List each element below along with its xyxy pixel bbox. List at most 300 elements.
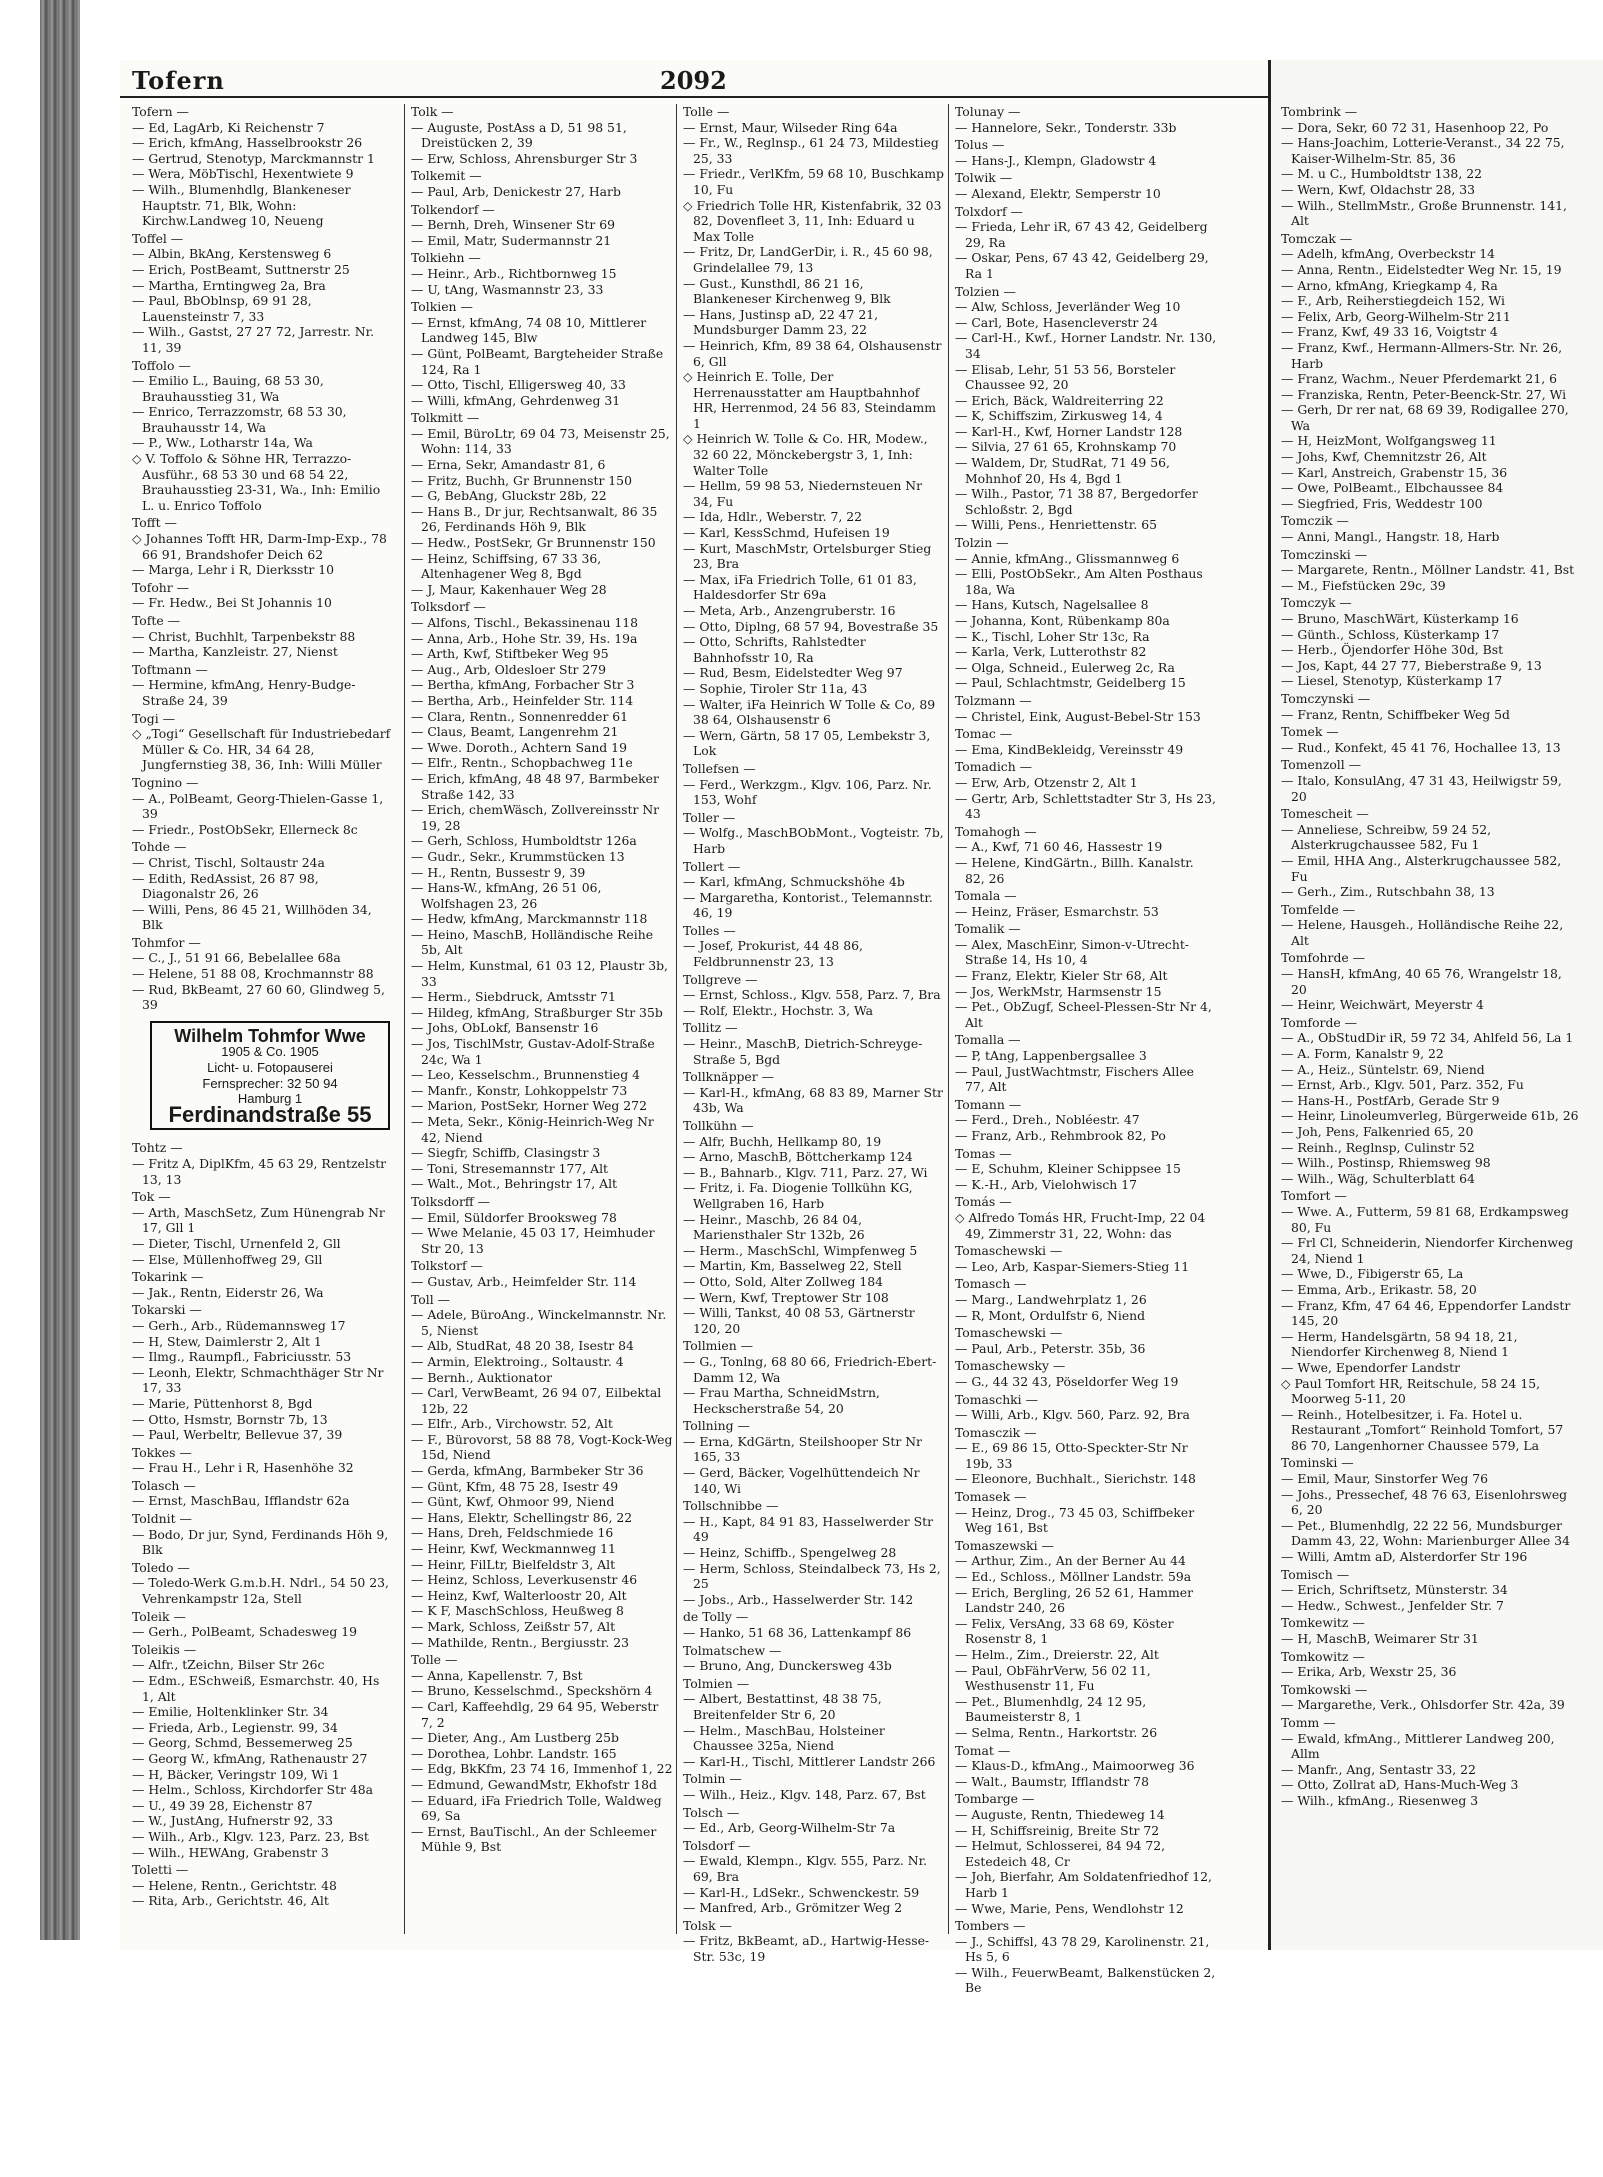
entry-person-line: — Ewald, kfmAng., Mittlerer Landweg 200, Allm bbox=[1281, 1730, 1555, 1762]
entry-person-line: — Ernst, Arb., Klgv. 501, Parz. 352, Fu bbox=[1281, 1077, 1524, 1093]
entry-person-line: — Toni, Stresemannstr 177, Alt bbox=[411, 1160, 609, 1176]
entry-person-line: — Josef, Prokurist, 44 48 86, Feldbrunnenstr 23, 13 bbox=[683, 938, 863, 970]
directory-entry bbox=[683, 923, 945, 970]
entry-person-line: — Auguste, PostAss a D, 51 98 51, Dreistücken 2, 39 bbox=[411, 119, 627, 151]
entry-surname: Tomasczik — bbox=[955, 1424, 1037, 1440]
entry-person-line: — Gerh., Zim., Rutschbahn 38, 13 bbox=[1281, 884, 1495, 900]
entry-person-line: — Georg W., kfmAng, Rathenaustr 27 bbox=[132, 1750, 368, 1766]
entry-person-line: — Hans B., Dr jur, Rechtsanwalt, 86 35 26, Ferdinands Höh 9, Blk bbox=[411, 503, 658, 535]
entry-person-line: — Edg, BkKfm, 23 74 16, Immenhof 1, 22 bbox=[411, 1761, 673, 1777]
entry-person-line: — Auguste, Rentn, Thiedeweg 14 bbox=[955, 1806, 1165, 1822]
entry-person-line: — Hildeg, kfmAng, Straßburger Str 35b bbox=[411, 1004, 663, 1020]
entry-person-line: — Hans, Kutsch, Nagelsallee 8 bbox=[955, 597, 1149, 613]
entry-person-line: — Gerh., PolBeamt, Schadesweg 19 bbox=[132, 1624, 357, 1640]
entry-surname: Tomalik — bbox=[955, 921, 1021, 937]
entry-person-line: — Ema, KindBekleidg, Vereinsstr 49 bbox=[955, 741, 1184, 757]
entry-surname: Tomaschewski — bbox=[955, 1325, 1063, 1341]
directory-entry bbox=[955, 1743, 1217, 1790]
directory-entry bbox=[955, 1538, 1217, 1741]
entry-person-line: — Christ, Buchhlt, Tarpenbekstr 88 bbox=[132, 628, 356, 644]
directory-entry bbox=[1281, 1567, 1581, 1614]
entry-person-line: — Franz, Arb., Rehmbrook 82, Po bbox=[955, 1128, 1166, 1143]
entry-person-line: — U., 49 39 28, Eichenstr 87 bbox=[132, 1797, 313, 1813]
directory-page bbox=[120, 60, 1270, 1996]
entry-person-line: — Adele, BüroAng., Winckelmannstr. Nr. 5, Nienst bbox=[411, 1307, 667, 1338]
entry-person-line: — Else, Müllenhoffweg 29, Gll bbox=[132, 1251, 323, 1267]
entry-person-line: — Günth., Schloss, Küsterkamp 17 bbox=[1281, 626, 1500, 642]
entry-person-line: — Carl-H., Kwf., Horner Landstr. Nr. 130, 34 bbox=[955, 330, 1217, 361]
entry-person-line: — Fr., W., Reglnsp., 61 24 73, Mildestieg 25, 33 bbox=[683, 135, 939, 166]
entry-person-line: — Dieter, Tischl, Urnenfeld 2, Gll bbox=[132, 1235, 341, 1251]
entry-person-line: — Franz, Kwf., Hermann-Allmers-Str. Nr. 26, Harb bbox=[1281, 339, 1563, 371]
entry-surname: Tolkien — bbox=[411, 299, 473, 315]
entry-person-line: — Dora, Sekr, 60 72 31, Hasenhoop 22, Po bbox=[1281, 119, 1549, 135]
entry-person-line: — Mathilde, Rentn., Bergiusstr. 23 bbox=[411, 1634, 629, 1650]
entry-surname: Tofern — bbox=[132, 104, 189, 119]
entry-surname: Tomek — bbox=[1281, 724, 1339, 740]
entry-person-line: — Alex, MaschEinr, Simon-v-Utrecht-Straße 14, Hs 10, 4 bbox=[955, 936, 1189, 968]
entry-person-line: — Erich, chemWäsch, Zollvereinsstr Nr 19, 28 bbox=[411, 802, 660, 833]
entry-person-line: — Heinz, Drog., 73 45 03, Schiffbeker Weg 161, Bst bbox=[955, 1504, 1195, 1536]
entry-person-line: — Ferd., Werkzgm., Klgv. 106, Parz. Nr. 153, Wohf bbox=[683, 776, 932, 808]
entry-surname: Toffolo — bbox=[132, 357, 191, 373]
entry-person-line: — Bernh., Auktionator bbox=[411, 1369, 553, 1385]
entry-person-line: — Owe, PolBeamt., Elbchaussee 84 bbox=[1281, 480, 1504, 496]
entry-person-line: — Marg., Landwehrplatz 1, 26 bbox=[955, 1291, 1147, 1307]
entry-person-line: — Johanna, Kont, Rübenkamp 80a bbox=[955, 613, 1170, 628]
adjacent-page-column bbox=[1281, 104, 1581, 1811]
entry-person-line: — Gust., Kunsthdl, 86 21 16, Blankeneser Kirchenweg 9, Blk bbox=[683, 275, 891, 307]
entry-surname: Tokarink — bbox=[132, 1269, 204, 1285]
entry-person-line: — Günt, PolBeamt, Bargteheider Straße 124, Ra 1 bbox=[411, 345, 664, 377]
entry-person-line: — Helene, Hausgeh., Holländische Reihe 22, Alt bbox=[1281, 917, 1564, 948]
entry-person-line: — Edm., ESchweiß, Esmarchstr. 40, Hs 1, Alt bbox=[132, 1673, 380, 1704]
entry-person-line: — Bruno, Ang, Dunckersweg 43b bbox=[683, 1658, 892, 1674]
directory-entry bbox=[1281, 1682, 1581, 1713]
entry-surname: Tollschnibbe — bbox=[683, 1498, 779, 1514]
entry-person-line: — Frl Cl, Schneiderin, Niendorfer Kirchenweg 24, Niend 1 bbox=[1281, 1235, 1574, 1266]
entry-person-line: — Paul, Arb., Peterstr. 35b, 36 bbox=[955, 1340, 1146, 1356]
entry-person-line: — Joh, Pens, Falkenried 65, 20 bbox=[1281, 1124, 1474, 1139]
entry-person-line: — Elli, PostObSekr., Am Alten Posthaus 18a, Wa bbox=[955, 566, 1203, 597]
entry-person-line: — Hedw., PostSekr, Gr Brunnenstr 150 bbox=[411, 535, 656, 551]
entry-surname: Tolsk — bbox=[683, 1917, 732, 1933]
entry-person-line: — Wern, Gärtn, 58 17 05, Lembekstr 3, Lok bbox=[683, 727, 931, 759]
entry-person-line: — Hans-H., PostfArb, Gerade Str 9 bbox=[1281, 1092, 1500, 1108]
entry-person-line: — Hannelore, Sekr., Tonderstr. 33b bbox=[955, 119, 1177, 135]
entry-surname: Tomkowski — bbox=[1281, 1681, 1368, 1697]
entry-person-line: — Paul, ObFährVerw, 56 02 11, Westhusenstr 11, Fu bbox=[955, 1662, 1151, 1694]
entry-person-line: — Carl, Bote, Hasencleverstr 24 bbox=[955, 314, 1159, 330]
directory-entry bbox=[411, 1652, 673, 1855]
directory-entry bbox=[411, 410, 673, 597]
entry-person-line: — Gerda, kfmAng, Barmbeker Str 36 bbox=[411, 1463, 644, 1479]
entry-person-line: — K.-H., Arb, Vielohwisch 17 bbox=[955, 1176, 1137, 1192]
entry-surname: Tolkmitt — bbox=[411, 410, 480, 426]
directory-entry bbox=[955, 1032, 1217, 1094]
directory-entry bbox=[1281, 547, 1581, 594]
entry-person-line: — Carl, VerwBeamt, 26 94 07, Eilbektal 12b, 22 bbox=[411, 1385, 662, 1416]
entry-person-line: — Arno, kfmAng, Kriegkamp 4, Ra bbox=[1281, 277, 1498, 293]
entry-surname: Tolksdorf — bbox=[411, 599, 486, 615]
entry-surname: Tomann — bbox=[955, 1096, 1022, 1112]
entry-surname: Tomaszewski — bbox=[955, 1537, 1054, 1553]
directory-entry bbox=[683, 1020, 945, 1067]
entry-person-line: — Heinr., Maschb, 26 84 04, Mariensthaler Str 132b, 26 bbox=[683, 1211, 865, 1243]
entry-person-line: — Erika, Arb, Wexstr 25, 36 bbox=[1281, 1664, 1457, 1680]
directory-entry bbox=[683, 1643, 945, 1674]
entry-person-line: — Hedw, kfmAng, Marckmannstr 118 bbox=[411, 911, 648, 927]
entry-person-line: — Hermine, kfmAng, Henry-Budge-Straße 24, 39 bbox=[132, 677, 356, 708]
entry-person-line: — Karl, Anstreich, Grabenstr 15, 36 bbox=[1281, 464, 1508, 480]
directory-entry bbox=[955, 284, 1217, 534]
directory-entry bbox=[1281, 1188, 1581, 1453]
entry-person-line: — Arth, MaschSetz, Zum Hünengrab Nr 17, Gll 1 bbox=[132, 1204, 385, 1236]
entry-surname: Toll — bbox=[411, 1291, 451, 1307]
directory-entry bbox=[955, 726, 1217, 757]
directory-entry bbox=[683, 104, 945, 759]
entry-surname: Toledo — bbox=[132, 1559, 190, 1575]
entry-person-line: — Karl, KessSchmd, Hufeisen 19 bbox=[683, 525, 890, 541]
entry-surname: Toletti — bbox=[132, 1862, 189, 1878]
entry-person-line: — Emil, Maur, Sinstorfer Weg 76 bbox=[1281, 1471, 1489, 1487]
entry-person-line: — Willi, Arb., Klgv. 560, Parz. 92, Bra bbox=[955, 1407, 1190, 1423]
directory-entry bbox=[955, 759, 1217, 821]
entry-person-line: — Heinr, FilLtr, Bielfeldstr 3, Alt bbox=[411, 1556, 616, 1572]
entry-person-line: — Dorothea, Lohbr. Landstr. 165 bbox=[411, 1745, 617, 1761]
directory-entry bbox=[683, 1118, 945, 1336]
entry-person-line: — Erich, Bäck, Waldreiterring 22 bbox=[955, 392, 1164, 408]
directory-entry bbox=[132, 1445, 394, 1476]
entry-surname: Tolwik — bbox=[955, 170, 1013, 186]
entry-person-line: — Fritz, i. Fa. Diogenie Tollkühn KG, Wellgraben 16, Harb bbox=[683, 1180, 913, 1211]
entry-person-line: — Wilh., Heiz., Klgv. 148, Parz. 67, Bst bbox=[683, 1786, 926, 1802]
entry-person-line: — Walter, iFa Heinrich W Tolle & Co, 89 38 64, Olshausenstr 6 bbox=[683, 696, 936, 728]
column-entries bbox=[411, 104, 673, 1855]
entry-person-line: ◇ Johannes Tofft HR, Darm-Imp-Exp., 78 66 91, Brandshofer Deich 62 bbox=[132, 531, 387, 562]
column-entries bbox=[955, 104, 1217, 1996]
entry-person-line: — A., Kwf, 71 60 46, Hassestr 19 bbox=[955, 839, 1163, 855]
directory-entry bbox=[955, 1489, 1217, 1536]
entry-person-line: — Johs., Pressechef, 48 76 63, Eisenlohrsweg 6, 20 bbox=[1281, 1486, 1568, 1518]
entry-surname: de Tolly — bbox=[683, 1609, 749, 1625]
entry-surname: Tolzin — bbox=[955, 535, 1009, 551]
entry-surname: Tomforde — bbox=[1281, 1014, 1358, 1030]
entry-person-line: ◇ V. Toffolo & Söhne HR, Terrazzo-Ausführ., 68 53 30 und 68 54 22, Brauhausstieg 23-31, Wa., Inh: Emilio L. u. Enrico Toffolo bbox=[132, 451, 381, 513]
entry-person-line: — Pet., Blumenhdlg, 22 22 56, Mundsburger Damm 43, 22, Wohn: Marienburger Allee 34 bbox=[1281, 1517, 1570, 1549]
entry-person-line: — Heinrich, Kfm, 89 38 64, Olshausenstr 6, Gll bbox=[683, 337, 942, 369]
directory-entry bbox=[1281, 104, 1581, 229]
entry-person-line: — Leonh, Elektr, Schmachthäger Str Nr 17, 33 bbox=[132, 1364, 384, 1396]
entry-surname: Tollkühn — bbox=[683, 1118, 754, 1133]
entry-surname: Tolmatschew — bbox=[683, 1642, 782, 1658]
entry-person-line: — Reinh., Hotelbesitzer, i. Fa. Hotel u. Restaurant „Tomfort“ Reinhold Tomfort, 57 86 70, Langenhorner Chaussee 579, La bbox=[1281, 1406, 1564, 1453]
directory-entry bbox=[955, 888, 1217, 919]
entry-person-line: — Johs, ObLokf, Bansenstr 16 bbox=[411, 1020, 599, 1036]
entry-person-line: — Carl, Kaffeehdlg, 29 64 95, Weberstr 7, 2 bbox=[411, 1698, 659, 1730]
directory-entry bbox=[955, 1243, 1217, 1274]
entry-person-line: — Sophie, Tiroler Str 11a, 43 bbox=[683, 680, 868, 696]
directory-entry bbox=[1281, 1455, 1581, 1564]
entry-surname: Tomczik — bbox=[1281, 513, 1349, 529]
entry-person-line: — Erich, Bergling, 26 52 61, Hammer Landstr 240, 26 bbox=[955, 1584, 1194, 1616]
entry-person-line: — Albert, Bestattinst, 48 38 75, Breitenfelder Str 6, 20 bbox=[683, 1691, 882, 1722]
entry-surname: Tomaschewski — bbox=[955, 1243, 1063, 1259]
entry-person-line: — Willi, Pens., Henriettenstr. 65 bbox=[955, 517, 1157, 533]
entry-person-line: — Herm, Handelsgärtn, 58 94 18, 21, Niendorfer Kirchenweg 8, Niend 1 bbox=[1281, 1328, 1518, 1360]
entry-person-line: — Jak., Rentn, Eiderstr 26, Wa bbox=[132, 1284, 324, 1300]
entry-person-line: — Günt, Kwf, Ohmoor 99, Niend bbox=[411, 1494, 615, 1510]
entry-surname: Tomac — bbox=[955, 726, 1013, 742]
entry-person-line: — Johs, Kwf, Chemnitzstr 26, Alt bbox=[1281, 449, 1487, 465]
entry-surname: Tolmien — bbox=[683, 1675, 750, 1691]
ad-line-3: Fernsprecher: 32 50 94 bbox=[202, 1075, 338, 1091]
entry-person-line: — Paul, JustWachtmstr, Fischers Allee 77, Alt bbox=[955, 1063, 1195, 1095]
entry-person-line: — Helm., Schloss, Kirchdorfer Str 48a bbox=[132, 1782, 374, 1798]
directory-entry bbox=[683, 761, 945, 808]
directory-entry bbox=[411, 1194, 673, 1256]
entry-person-line: — A., Heiz., Süntelstr. 69, Niend bbox=[1281, 1061, 1485, 1077]
entry-person-line: — G., 44 32 43, Pöseldorfer Weg 19 bbox=[955, 1373, 1179, 1389]
entry-person-line: — Gerh., Arb., Rüdemannsweg 17 bbox=[132, 1317, 346, 1333]
entry-person-line: — Elisab, Lehr, 51 53 56, Borsteler Chaussee 92, 20 bbox=[955, 361, 1176, 393]
entry-person-line: — A., ObStudDir iR, 59 72 34, Ahlfeld 56, La 1 bbox=[1281, 1030, 1574, 1046]
directory-entry bbox=[132, 1478, 394, 1509]
entry-person-line: — Martha, Kanzleistr. 27, Nienst bbox=[132, 644, 338, 660]
entry-person-line: — Wilh., HEWAng, Grabenstr 3 bbox=[132, 1844, 329, 1860]
entry-person-line: — Paul, Arb, Denickestr 27, Harb bbox=[411, 183, 621, 199]
entry-surname: Tomczak — bbox=[1281, 230, 1353, 246]
column-entries-after-ad bbox=[132, 1140, 394, 1909]
entry-person-line: — Fritz A, DiplKfm, 45 63 29, Rentzelstr 13, 13 bbox=[132, 1156, 387, 1187]
entry-person-line: — Emil, Süldorfer Brooksweg 78 bbox=[411, 1209, 617, 1225]
entry-surname: Toleik — bbox=[132, 1608, 186, 1624]
entry-person-line: — Erich, Schriftsetz, Münsterstr. 34 bbox=[1281, 1582, 1508, 1598]
entry-person-line: — Armin, Elektroing., Soltaustr. 4 bbox=[411, 1353, 624, 1369]
entry-surname: Tomkewitz — bbox=[1281, 1615, 1365, 1631]
entry-surname: Tollmien — bbox=[683, 1338, 754, 1354]
directory-entry bbox=[955, 824, 1217, 886]
entry-person-line: — Heinr., Arb., Richtbornweg 15 bbox=[411, 265, 617, 281]
directory-entry bbox=[1281, 902, 1581, 949]
entry-person-line: — Anna, Arb., Hohe Str. 39, Hs. 19a bbox=[411, 630, 638, 646]
directory-entry bbox=[683, 1609, 945, 1640]
entry-person-line: — J., Schiffsl, 43 78 29, Karolinenstr. 21, Hs 5, 6 bbox=[955, 1933, 1210, 1965]
directory-entry bbox=[955, 1392, 1217, 1423]
entry-person-line: — Wilh., FeuerwBeamt, Balkenstücken 2, Be bbox=[955, 1964, 1216, 1996]
entry-person-line: — P., Ww., Lotharstr 14a, Wa bbox=[132, 435, 313, 451]
directory-entry bbox=[132, 358, 394, 514]
entry-person-line: — Karl, kfmAng, Schmuckshöhe 4b bbox=[683, 874, 905, 890]
entry-person-line: — Leo, Kesselschm., Brunnenstieg 4 bbox=[411, 1067, 641, 1083]
entry-surname: Tokkes — bbox=[132, 1444, 192, 1460]
entry-person-line: — Frau Martha, SchneidMstrn, Heckscherstraße 54, 20 bbox=[683, 1385, 880, 1416]
entry-person-line: — Heinz, Fräser, Esmarchstr. 53 bbox=[955, 903, 1159, 919]
entry-person-line: — Edmund, GewandMstr, Ekhofstr 18d bbox=[411, 1776, 657, 1792]
entry-surname: Tolkiehn — bbox=[411, 250, 481, 266]
entry-person-line: — Manfr., Ang, Sentastr 33, 22 bbox=[1281, 1761, 1476, 1777]
entry-person-line: — Gertr, Arb, Schlettstadter Str 3, Hs 23, 43 bbox=[955, 790, 1216, 822]
entry-person-line: — H., Kapt, 84 91 83, Hasselwerder Str 49 bbox=[683, 1513, 934, 1545]
directory-entry bbox=[955, 104, 1217, 135]
entry-person-line: — Walt., Baumstr, Ifflandstr 78 bbox=[955, 1773, 1150, 1789]
directory-entry bbox=[955, 1194, 1217, 1241]
entry-person-line: — Meta, Arb., Anzengruberstr. 16 bbox=[683, 603, 896, 618]
entry-surname: Tolus — bbox=[955, 137, 1005, 153]
entry-person-line: — Paul, Schlachtmstr, Geidelberg 15 bbox=[955, 675, 1186, 691]
directory-entry bbox=[1281, 231, 1581, 512]
entry-person-line: — Wilh., Wäg, Schulterblatt 64 bbox=[1281, 1170, 1475, 1186]
entry-person-line: — Wwe, D., Fibigerstr 65, La bbox=[1281, 1266, 1464, 1282]
entry-person-line: ◇ Heinrich E. Tolle, Der Herrenausstatter am Hauptbahnhof HR, Herrenmod, 24 56 83, Steindamm 1 bbox=[683, 369, 936, 431]
entry-person-line: — Alfons, Tischl., Bekassinenau 118 bbox=[411, 615, 639, 630]
entry-person-line: — Erich, kfmAng, 48 48 97, Barmbeker Straße 142, 33 bbox=[411, 770, 659, 802]
entry-person-line: — F., Arb, Reiherstiegdeich 152, Wi bbox=[1281, 293, 1506, 309]
entry-person-line: — Wern, Kwf, Oldachstr 28, 33 bbox=[1281, 181, 1476, 197]
entry-person-line: ◇ Paul Tomfort HR, Reitschule, 58 24 15, Moorweg 5-11, 20 bbox=[1281, 1375, 1541, 1407]
entry-person-line: — Helene, Rentn., Gerichtstr. 48 bbox=[132, 1877, 337, 1893]
entry-person-line: — Hellm, 59 98 53, Niedernsteuen Nr 34, Fu bbox=[683, 478, 923, 509]
directory-entry bbox=[683, 1676, 945, 1770]
advertisement-box bbox=[150, 1021, 390, 1131]
entry-person-line: — Jos, TischlMstr, Gustav-Adolf-Straße 24c, Wa 1 bbox=[411, 1036, 655, 1067]
entry-person-line: — Marion, PostSekr, Horner Weg 272 bbox=[411, 1098, 647, 1114]
entry-person-line: — Marie, Püttenhorst 8, Bgd bbox=[132, 1395, 313, 1411]
entry-person-line: — Marga, Lehr i R, Dierksstr 10 bbox=[132, 562, 335, 578]
entry-person-line: — Gustav, Arb., Heimfelder Str. 114 bbox=[411, 1273, 637, 1289]
adjacent-page bbox=[1268, 60, 1603, 1950]
entry-person-line: — Joh, Bierfahr, Am Soldatenfriedhof 12, Harb 1 bbox=[955, 1869, 1212, 1900]
entry-person-line: — Max, iFa Friedrich Tolle, 61 01 83, Haldesdorfer Str 69a bbox=[683, 571, 917, 603]
entry-person-line: — H, HeizMont, Wolfgangsweg 11 bbox=[1281, 433, 1497, 449]
entry-surname: Tombarge — bbox=[955, 1791, 1035, 1807]
entry-person-line: — Wwe, Ependorfer Landstr bbox=[1281, 1359, 1461, 1375]
entry-person-line: — Rolf, Elektr., Hochstr. 3, Wa bbox=[683, 1002, 874, 1018]
entry-person-line: — Frieda, Arb., Legienstr. 99, 34 bbox=[132, 1719, 338, 1735]
entry-surname: Tomás — bbox=[955, 1194, 1012, 1210]
directory-entry bbox=[955, 921, 1217, 1030]
entry-person-line: — Gertrud, Stenotyp, Marckmannstr 1 bbox=[132, 150, 375, 166]
entry-surname: Toffel — bbox=[132, 230, 184, 246]
entry-surname: Tognino — bbox=[132, 774, 199, 790]
entry-person-line: — Clara, Rentn., Sonnenredder 61 bbox=[411, 708, 629, 724]
entry-person-line: — Emil, Matr, Sudermannstr 21 bbox=[411, 232, 612, 248]
entry-person-line: — Ewald, Klempn., Klgv. 555, Parz. Nr. 69, Bra bbox=[683, 1853, 928, 1884]
entry-surname: Tolxdorf — bbox=[955, 203, 1023, 219]
entry-person-line: — Rud, BkBeamt, 27 60 60, Glindweg 5, 39 bbox=[132, 981, 385, 1013]
entry-surname: Tomat — bbox=[955, 1742, 1011, 1758]
entry-person-line: — Emil, HHA Ang., Alsterkrugchaussee 582, Fu bbox=[1281, 852, 1562, 884]
directory-entry bbox=[132, 1862, 394, 1909]
entry-person-line: — Manfred, Arb., Grömitzer Weg 2 bbox=[683, 1900, 903, 1916]
directory-entry bbox=[1281, 757, 1581, 804]
entry-person-line: — A., PolBeamt, Georg-Thielen-Gasse 1, 39 bbox=[132, 790, 384, 822]
directory-entry bbox=[683, 1498, 945, 1607]
entry-person-line: — Otto, Hsmstr, Bornstr 7b, 13 bbox=[132, 1411, 328, 1427]
entry-person-line: — K F, MaschSchloss, Heußweg 8 bbox=[411, 1603, 624, 1619]
directory-entry bbox=[683, 972, 945, 1019]
entry-surname: Tomalla — bbox=[955, 1032, 1021, 1048]
entry-person-line: — Pet., ObZugf, Scheel-Plessen-Str Nr 4, Alt bbox=[955, 999, 1212, 1030]
entry-person-line: — F., Bürovorst, 58 88 78, Vogt-Kock-Weg 15d, Niend bbox=[411, 1431, 673, 1463]
entry-person-line: — Emil, BüroLtr, 69 04 73, Meisenstr 25, Wohn: 114, 33 bbox=[411, 425, 670, 457]
entry-person-line: — Karl-H., LdSekr., Schwenckestr. 59 bbox=[683, 1884, 920, 1900]
entry-person-line: — Helm, Kunstmal, 61 03 12, Plaustr 3b, 33 bbox=[411, 958, 668, 989]
entry-person-line: — Helm., MaschBau, Holsteiner Chaussee 325a, Niend bbox=[683, 1722, 885, 1754]
entry-person-line: — Siegfr, Schiffb, Clasingstr 3 bbox=[411, 1145, 601, 1161]
entry-person-line: — Enrico, Terrazzomstr, 68 53 30, Brauhausstr 14, Wa bbox=[132, 404, 347, 435]
entry-person-line: — Christ, Tischl, Soltaustr 24a bbox=[132, 854, 325, 870]
entry-person-line: — Jobs., Arb., Hasselwerder Str. 142 bbox=[683, 1591, 914, 1607]
entry-surname: Tolzmann — bbox=[955, 692, 1032, 708]
entry-person-line: — Otto, Schrifts, Rahlstedter Bahnhofsstr 10, Ra bbox=[683, 634, 866, 665]
entry-person-line: — M. u C., Humboldtstr 138, 22 bbox=[1281, 166, 1482, 182]
directory-entry bbox=[132, 515, 394, 577]
entry-surname: Tolkendorf — bbox=[411, 201, 495, 217]
entry-person-line: — Bertha, Arb., Heinfelder Str. 114 bbox=[411, 692, 634, 708]
directory-entry bbox=[955, 204, 1217, 282]
entry-person-line: — Emilie, Holtenklinker Str. 34 bbox=[132, 1704, 329, 1720]
directory-entry bbox=[683, 810, 945, 857]
entry-person-line: — Felix, VersAng, 33 68 69, Köster Rosenstr 8, 1 bbox=[955, 1615, 1174, 1647]
entry-person-line: — Willi, Amtm aD, Alsterdorfer Str 196 bbox=[1281, 1549, 1528, 1565]
entry-person-line: — Hans, Justinsp aD, 22 47 21, Mundsburger Damm 23, 22 bbox=[683, 306, 879, 338]
entry-person-line: — Italo, KonsulAng, 47 31 43, Heilwigstr 59, 20 bbox=[1281, 772, 1562, 804]
entry-person-line: — Jos, WerkMstr, Harmsenstr 15 bbox=[955, 983, 1162, 999]
entry-surname: Tohmfor — bbox=[132, 934, 201, 950]
entry-person-line: — Wera, MöbTischl, Hexentwiete 9 bbox=[132, 166, 354, 182]
entry-surname: Tomaschki — bbox=[955, 1391, 1038, 1407]
entry-surname: Tolk — bbox=[411, 104, 454, 119]
entry-person-line: — Paul, BbOblnsp, 69 91 28, Lauensteinstr 7, 33 bbox=[132, 293, 312, 324]
entry-person-line: — Felix, Arb, Georg-Wilhelm-Str 211 bbox=[1281, 308, 1511, 324]
entry-person-line: — A. Form, Kanalstr 9, 22 bbox=[1281, 1046, 1444, 1062]
entry-person-line: — Ed., Schloss., Möllner Landstr. 59a bbox=[955, 1569, 1192, 1585]
directory-entry bbox=[411, 1292, 673, 1651]
entry-person-line: — Claus, Beamt, Langenrehm 21 bbox=[411, 724, 619, 740]
entry-person-line: — Fr. Hedw., Bei St Johannis 10 bbox=[132, 595, 332, 611]
entry-person-line: — Ernst, Maur, Wilseder Ring 64a bbox=[683, 119, 898, 135]
entry-person-line: — Ferd., Dreh., Nobléestr. 47 bbox=[955, 1112, 1140, 1128]
entry-person-line: — Eleonore, Buchhalt., Sierichstr. 148 bbox=[955, 1471, 1196, 1487]
entry-person-line: — Walt., Mot., Behringstr 17, Alt bbox=[411, 1176, 618, 1192]
entry-surname: Tomczynski — bbox=[1281, 690, 1371, 706]
entry-person-line: — Franz, Kwf, 49 33 16, Voigtstr 4 bbox=[1281, 324, 1498, 340]
entry-person-line: — Fritz, Buchh, Gr Brunnenstr 150 bbox=[411, 472, 632, 488]
entry-surname: Tohtz — bbox=[132, 1140, 183, 1156]
directory-entry bbox=[411, 250, 673, 297]
entry-person-line: — J, Maur, Kakenhauer Weg 28 bbox=[411, 581, 607, 597]
entry-person-line: — Kurt, MaschMstr, Ortelsburger Stieg 23, Bra bbox=[683, 540, 932, 572]
directory-entry bbox=[955, 1425, 1217, 1487]
directory-entry bbox=[411, 1258, 673, 1289]
entry-person-line: — Erw, Arb, Otzenstr 2, Alt 1 bbox=[955, 774, 1138, 790]
ad-line-2: Licht- u. Fotopauserei bbox=[207, 1060, 333, 1076]
entry-person-line: — Wilh., Blumenhdlg, Blankeneser Hauptstr. 71, Blk, Wohn: Kirchw.Landweg 10, Neueng bbox=[132, 181, 351, 229]
entry-surname: Tollknäpper — bbox=[683, 1069, 775, 1085]
entry-person-line: — Ilmg., Raumpfl., Fabriciusstr. 53 bbox=[132, 1349, 352, 1365]
directory-entry bbox=[955, 693, 1217, 724]
directory-entry bbox=[132, 1642, 394, 1860]
entry-person-line: — Helm., Zim., Dreierstr. 22, Alt bbox=[955, 1647, 1159, 1662]
entry-person-line: — Selma, Rentn., Harkortstr. 26 bbox=[955, 1724, 1158, 1740]
entry-person-line: — Wilh., Gastst, 27 27 72, Jarrestr. Nr. 11, 39 bbox=[132, 324, 375, 355]
entry-person-line: — Manfr., Konstr, Lohkoppelstr 73 bbox=[411, 1082, 628, 1098]
entry-person-line: — Wilh., StellmMstr., Große Brunnenstr. 141, Alt bbox=[1281, 197, 1567, 229]
entry-person-line: — Arth, Kwf, Stiftbeker Weg 95 bbox=[411, 646, 609, 662]
entry-person-line: — Wilh., Postinsp, Rhiemsweg 98 bbox=[1281, 1155, 1491, 1171]
entry-person-line: — Erw, Schloss, Ahrensburger Str 3 bbox=[411, 150, 638, 166]
